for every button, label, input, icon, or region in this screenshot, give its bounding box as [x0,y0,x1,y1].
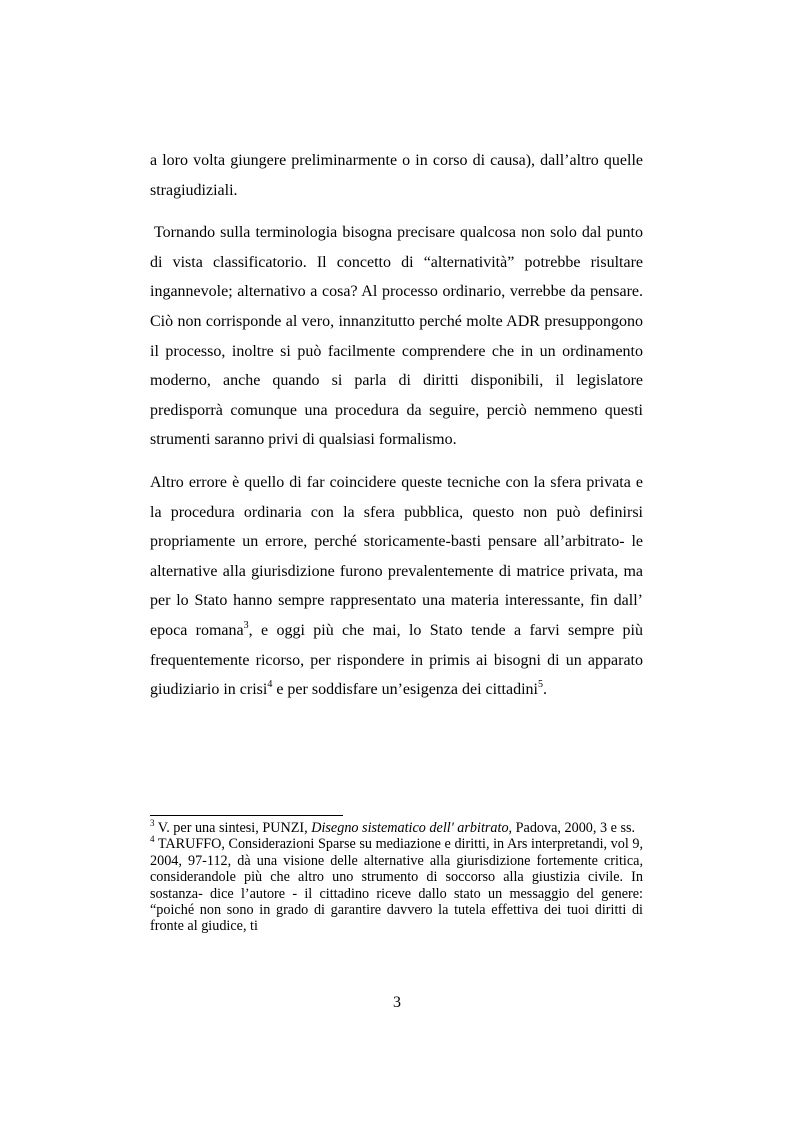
footnote-3-title: Disegno sistematico dell' arbitrato [311,820,509,836]
footnote-3-suffix: , Padova, 2000, 3 e ss. [508,820,636,836]
footnote-3 [150,820,643,836]
footnote-4-text: TARUFFO, Considerazioni Sparse su mediazione e diritti, in Ars interpretandi, vol 9, 2004, 97-112, dà una visione delle alternative alla giurisdizione fortemente critica, considerandole più che altro uno strumento di soccorso alla giustizia civile. In sostanza- dice l’autore - il cittadino riceve dallo stato un messaggio del genere: “poiché non sono in grado di garantire davvero la tutela effettiva dei tuoi diritti di fronte al giudice, ti [150,836,643,935]
page-body [150,146,643,705]
paragraph-3-text-c: e per soddisfare un’esigenza dei cittadini [272,681,538,699]
page-number: 3 [393,994,401,1011]
footnote-3-prefix: V. per una sintesi, PUNZI, [154,820,312,836]
footnote-ref-5[interactable]: 5 [537,679,543,691]
paragraph-3-text-b: , e oggi più che mai, lo Stato tende a farvi sempre più frequentemente ricorso, per rispondere in primis ai bisogni di un apparato giudiziario in crisi [150,621,644,699]
paragraph-2-text: Tornando sulla terminologia bisogna precisare qualcosa non solo dal punto di vista classificatorio. Il concetto di “alternatività” potrebbe risultare ingannevole; alternativo a cosa? Al processo ordinario, verrebbe da pensare. Ciò non corrisponde al vero, innanzitutto perché molte ADR presuppongono il processo, inoltre si può facilmente comprendere che in un ordinamento moderno, anche quando si parla di diritti disponibili, il legislatore predisporrà comunque una procedura da seguire, perciò nemmeno questi strumenti saranno privi di qualsiasi formalismo. [150,224,643,449]
footnotes [150,820,643,935]
paragraph-2 [150,218,643,455]
paragraph-1-text: a loro volta giungere preliminarmente o in corso di causa), dall’altro quelle stragiudiziali. [150,152,643,199]
footnote-separator [150,815,343,816]
paragraph-1 [150,146,643,205]
footnote-4 [150,836,643,934]
footnote-ref-4[interactable]: 4 [267,679,273,691]
paragraph-3-text-d: . [542,681,547,699]
footnote-ref-3[interactable]: 3 [243,619,249,631]
paragraph-3-text-a: Altro errore è quello di far coincidere queste tecniche con la sfera privata e la procedura ordinaria con la sfera pubblica, questo non può definirsi propriamente un errore, perché storicamente-basti pensare all’arbitrato- le alternative alla giurisdizione furono prevalentemente di matrice privata, ma per lo Stato hanno sempre rappresentato una materia interessante, fin dall’ epoca romana [150,473,643,639]
footnote-3-number: 3 [150,818,155,828]
footnote-4-number: 4 [150,834,155,845]
paragraph-3 [150,468,643,705]
